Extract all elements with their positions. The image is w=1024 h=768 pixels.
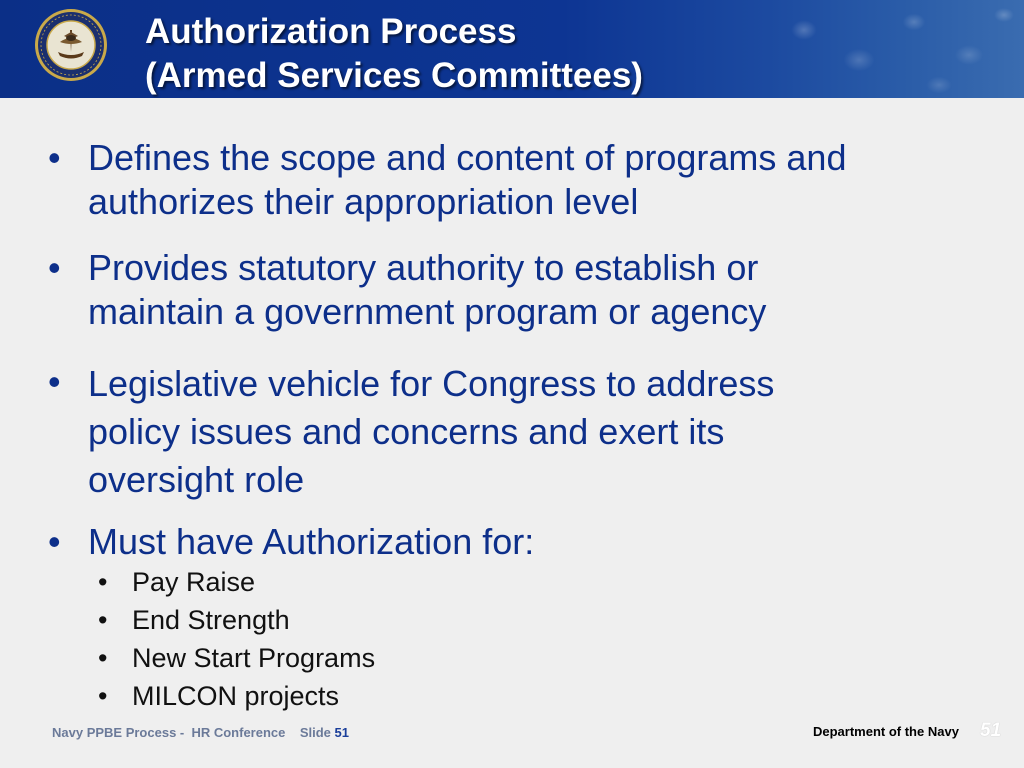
bullet-line: Provides statutory authority to establish or xyxy=(88,247,759,288)
sub-bullet-dot: • xyxy=(98,605,108,635)
sub-bullet-text: Pay Raise xyxy=(132,567,256,597)
footer-department: Department of the Navy xyxy=(813,724,959,739)
bullet-line: policy issues and concerns and exert its xyxy=(88,411,725,452)
bullet-text xyxy=(88,520,958,564)
slide-header xyxy=(0,0,1024,98)
bullet-text xyxy=(88,246,958,334)
bullet-dot: • xyxy=(48,247,61,288)
bullet-line: Must have Authorization for: xyxy=(88,521,535,562)
header-texture xyxy=(764,0,1024,98)
title-line-1: Authorization Process xyxy=(145,12,517,51)
footer-slide-number: 51 xyxy=(334,725,349,740)
bullet-line: maintain a government program or agency xyxy=(88,291,767,332)
sub-bullet-text: End Strength xyxy=(132,605,290,635)
bullet-text xyxy=(88,360,958,504)
footer-page-number: 51 xyxy=(980,720,1002,741)
bullet-dot: • xyxy=(48,521,61,562)
sub-bullet-text: MILCON projects xyxy=(132,681,340,711)
bullet-dot: • xyxy=(48,137,61,178)
sub-bullet-dot: • xyxy=(98,643,108,673)
slide-content xyxy=(0,98,1024,718)
slide-title xyxy=(145,10,643,98)
bullet-line: oversight role xyxy=(88,459,305,500)
sub-bullet-dot: • xyxy=(98,567,108,597)
bullet-dot: • xyxy=(48,361,61,402)
bullet-text xyxy=(88,136,958,224)
title-line-2: (Armed Services Committees) xyxy=(145,56,643,95)
bullet-line: Legislative vehicle for Congress to address xyxy=(88,363,775,404)
bullet-line: Defines the scope and content of programs and xyxy=(88,137,847,178)
sub-bullet-dot: • xyxy=(98,681,108,711)
bullet-line: authorizes their appropriation level xyxy=(88,181,639,222)
sub-bullet-text: New Start Programs xyxy=(132,643,376,673)
footer-slide-info xyxy=(52,725,349,740)
navy-seal-icon xyxy=(34,8,108,82)
footer-label: Navy PPBE Process - HR Conference Slide xyxy=(52,725,331,740)
